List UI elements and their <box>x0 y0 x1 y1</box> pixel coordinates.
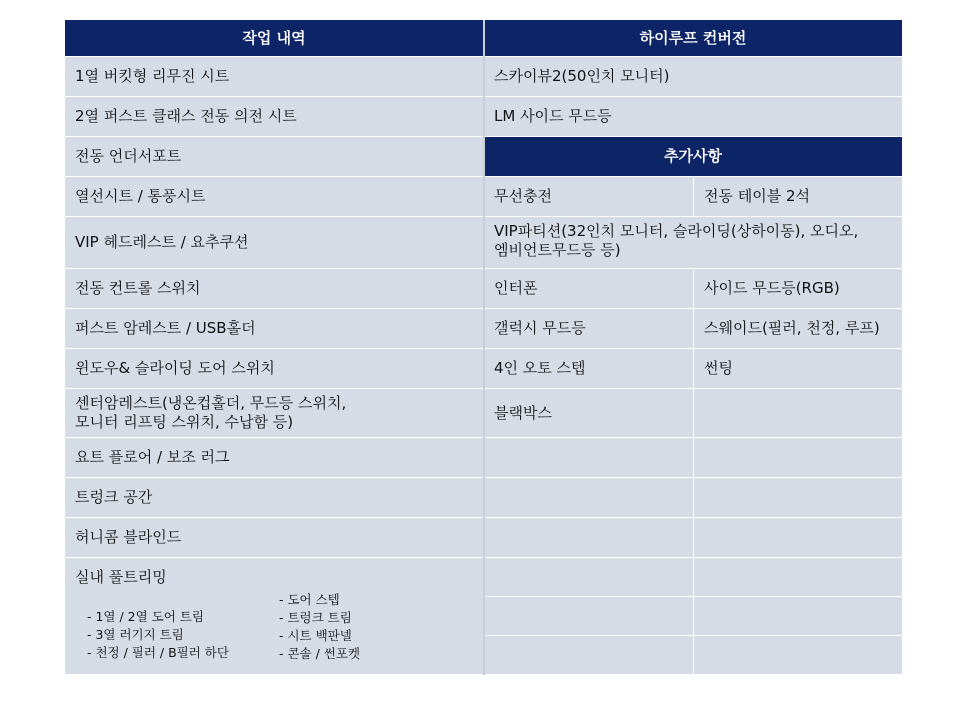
extra-item-line: VIP파티션(32인치 모니터, 슬라이딩(상하이동), 오디오, <box>494 222 859 240</box>
work-item: 전동 컨트롤 스위치 <box>65 269 484 309</box>
empty-cell <box>484 518 694 558</box>
roof-item: 스카이뷰2(50인치 모니터) <box>484 57 903 97</box>
work-item: 허니콤 블라인드 <box>65 518 484 558</box>
work-item-line: 센터암레스트(냉온컵홀더, 무드등 스위치, <box>75 394 347 412</box>
work-item: 요트 플로어 / 보조 러그 <box>65 438 484 478</box>
roof-item: LM 사이드 무드등 <box>484 97 903 137</box>
trim-item: - 트렁크 트림 <box>279 610 352 625</box>
work-item-trimming <box>65 558 484 675</box>
header-extras: 추가사항 <box>484 137 903 177</box>
extra-item: 무선충전 <box>484 177 694 217</box>
extra-item-line: 엠비언트무드등 등) <box>494 241 621 259</box>
work-item: 2열 퍼스트 클래스 전동 의전 시트 <box>65 97 484 137</box>
work-item-line: 실내 풀트리밍 <box>75 568 167 586</box>
empty-cell <box>694 438 903 478</box>
empty-cell <box>694 389 903 438</box>
column-divider <box>483 20 485 675</box>
work-item: 1열 버킷형 리무진 시트 <box>65 57 484 97</box>
trim-item: - 1열 / 2열 도어 트림 <box>87 609 204 624</box>
extra-item-multiline <box>484 217 903 269</box>
header-work-list: 작업 내역 <box>65 20 484 57</box>
work-table <box>65 20 903 675</box>
trim-item: - 도어 스텝 <box>279 592 340 607</box>
trim-list-left <box>87 608 229 662</box>
empty-cell <box>484 636 694 675</box>
trim-list-right <box>279 591 360 663</box>
work-item: VIP 헤드레스트 / 요추쿠션 <box>65 217 484 269</box>
header-high-roof: 하이루프 컨버전 <box>484 20 903 57</box>
extra-item: 전동 테이블 2석 <box>694 177 903 217</box>
extra-item: 인터폰 <box>484 269 694 309</box>
work-item-line: 모니터 리프팅 스위치, 수납함 등) <box>75 413 294 431</box>
work-item: 전동 언더서포트 <box>65 137 484 177</box>
empty-cell <box>484 478 694 518</box>
extra-item: 4인 오토 스텝 <box>484 349 694 389</box>
extra-item: 썬팅 <box>694 349 903 389</box>
trim-item: - 천정 / 필러 / B필러 하단 <box>87 645 229 660</box>
trim-item: - 3열 러기지 트림 <box>87 627 184 642</box>
empty-cell <box>694 558 903 597</box>
empty-cell <box>694 518 903 558</box>
empty-cell <box>484 558 694 597</box>
extra-item: 갤럭시 무드등 <box>484 309 694 349</box>
work-item: 트렁크 공간 <box>65 478 484 518</box>
trim-item: - 시트 백판넬 <box>279 628 352 643</box>
work-item: 열선시트 / 통풍시트 <box>65 177 484 217</box>
extra-item: 스웨이드(필러, 천정, 루프) <box>694 309 903 349</box>
work-item-multiline <box>65 389 484 438</box>
trim-item: - 콘솔 / 썬포켓 <box>279 646 361 661</box>
extra-item: 블랙박스 <box>484 389 694 438</box>
empty-cell <box>484 438 694 478</box>
empty-cell <box>694 478 903 518</box>
work-item: 윈도우& 슬라이딩 도어 스위치 <box>65 349 484 389</box>
work-item: 퍼스트 암레스트 / USB홀더 <box>65 309 484 349</box>
empty-cell <box>694 636 903 675</box>
extra-item: 사이드 무드등(RGB) <box>694 269 903 309</box>
empty-cell <box>484 597 694 636</box>
empty-cell <box>694 597 903 636</box>
